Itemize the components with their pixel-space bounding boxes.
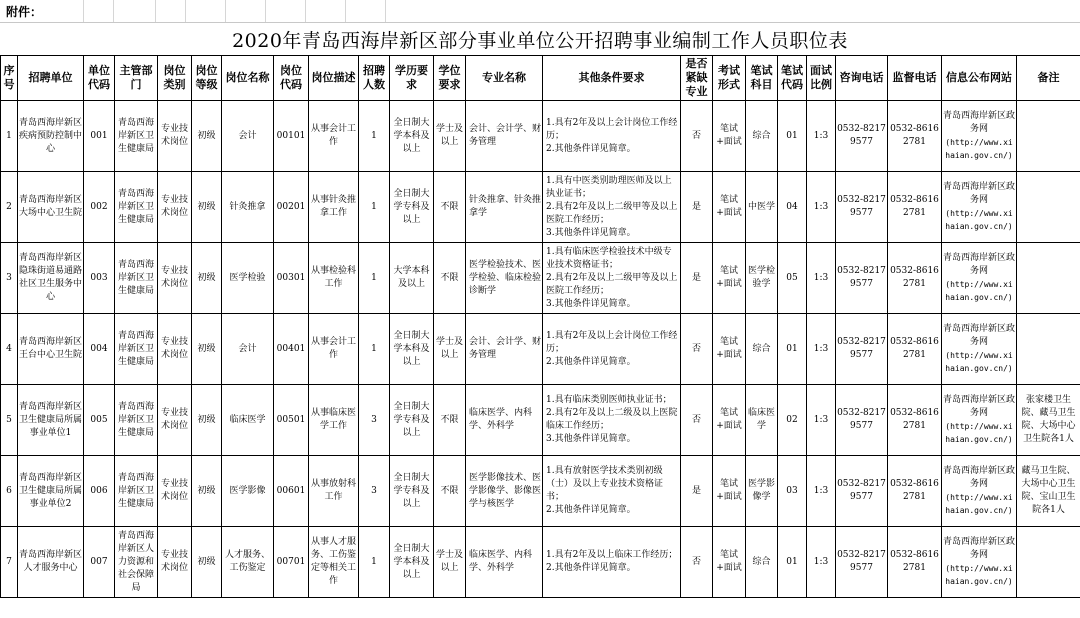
exam-form: 笔试+面试	[713, 527, 746, 598]
column-header: 专业名称	[466, 56, 543, 101]
major-names: 临床医学、内科学、外科学	[466, 385, 543, 456]
degree-req: 不限	[434, 243, 466, 314]
page-title: 2020年青岛西海岸新区部分事业单位公开招聘事业编制工作人员职位表	[232, 30, 848, 52]
column-header: 信息公布网站	[942, 56, 1017, 101]
website-name: 青岛西海岸新区政务网	[943, 182, 1016, 205]
urgent-flag: 是	[681, 243, 713, 314]
remarks	[1017, 243, 1080, 314]
post-name: 临床医学	[222, 385, 274, 456]
employer-unit: 青岛西海岸新区隐珠街道易通路社区卫生服务中心	[18, 243, 84, 314]
column-header: 学位要求	[434, 56, 466, 101]
supervising-dept: 青岛西海岸新区人力资源和社会保障局	[115, 527, 158, 598]
attachment-row	[0, 0, 1080, 23]
column-header: 招聘单位	[18, 56, 84, 101]
degree-req: 不限	[434, 172, 466, 243]
post-category: 专业技术岗位	[158, 314, 192, 385]
table-row	[1, 385, 1080, 456]
inquiry-phone: 0532-82179577	[836, 172, 888, 243]
other-requirements: 1.具有放射医学技术类别初级（士）及以上专业技术资格证书； 2.其他条件详见简章。	[543, 456, 681, 527]
info-website	[942, 243, 1017, 314]
post-category: 专业技术岗位	[158, 101, 192, 172]
education-req: 全日制大学专科及以上	[390, 456, 434, 527]
table-row	[1, 527, 1080, 598]
column-header: 面试比例	[807, 56, 836, 101]
interview-ratio: 1:3	[807, 101, 836, 172]
degree-req: 不限	[434, 456, 466, 527]
urgent-flag: 否	[681, 101, 713, 172]
inquiry-phone: 0532-82179577	[836, 385, 888, 456]
exam-subject: 医学检验学	[746, 243, 778, 314]
hire-count: 1	[359, 527, 390, 598]
post-description: 从事会计工作	[309, 101, 359, 172]
exam-form: 笔试+面试	[713, 456, 746, 527]
supervising-dept: 青岛西海岸新区卫生健康局	[115, 172, 158, 243]
remarks	[1017, 172, 1080, 243]
other-requirements: 1.具有2年及以上会计岗位工作经历； 2.其他条件详见简章。	[543, 101, 681, 172]
employer-unit: 青岛西海岸新区卫生健康局所属事业单位2	[18, 456, 84, 527]
degree-req: 学士及以上	[434, 314, 466, 385]
supervising-dept: 青岛西海岸新区卫生健康局	[115, 456, 158, 527]
degree-req: 学士及以上	[434, 527, 466, 598]
column-header: 招聘人数	[359, 56, 390, 101]
column-header: 备注	[1017, 56, 1080, 101]
post-code: 00501	[274, 385, 309, 456]
unit-code: 004	[84, 314, 115, 385]
post-name: 针灸推拿	[222, 172, 274, 243]
position-table	[0, 55, 1080, 598]
hire-count: 1	[359, 243, 390, 314]
column-header: 单位代码	[84, 56, 115, 101]
exam-code: 01	[778, 527, 807, 598]
header-row	[1, 56, 1080, 101]
interview-ratio: 1:3	[807, 456, 836, 527]
row-number: 4	[1, 314, 18, 385]
education-req: 全日制大学本科及以上	[390, 101, 434, 172]
urgent-flag: 否	[681, 385, 713, 456]
remarks: 张家楼卫生院、藏马卫生院、大场中心卫生院各1人	[1017, 385, 1080, 456]
urgent-flag: 否	[681, 314, 713, 385]
website-url[interactable]: (http://www.xihaian.gov.cn/)	[945, 564, 1013, 586]
supervising-dept: 青岛西海岸新区卫生健康局	[115, 243, 158, 314]
exam-code: 04	[778, 172, 807, 243]
column-header: 岗位等级	[192, 56, 222, 101]
exam-subject: 中医学	[746, 172, 778, 243]
info-website	[942, 314, 1017, 385]
column-header: 岗位代码	[274, 56, 309, 101]
exam-code: 03	[778, 456, 807, 527]
other-requirements: 1.具有中医类别助理医师及以上执业证书； 2.具有2年及以上二级甲等及以上医院工作经历； 3.其他条件详见简章。	[543, 172, 681, 243]
exam-form: 笔试+面试	[713, 243, 746, 314]
sheet-gridlines	[0, 0, 1080, 22]
exam-subject: 综合	[746, 527, 778, 598]
website-name: 青岛西海岸新区政务网	[943, 324, 1016, 347]
hire-count: 1	[359, 172, 390, 243]
supervision-phone: 0532-86162781	[888, 243, 942, 314]
post-code: 00301	[274, 243, 309, 314]
hire-count: 1	[359, 101, 390, 172]
hire-count: 1	[359, 314, 390, 385]
post-category: 专业技术岗位	[158, 385, 192, 456]
post-code: 00701	[274, 527, 309, 598]
info-website	[942, 101, 1017, 172]
info-website	[942, 456, 1017, 527]
post-code: 00601	[274, 456, 309, 527]
post-description: 从事检验科工作	[309, 243, 359, 314]
info-website	[942, 172, 1017, 243]
inquiry-phone: 0532-82179577	[836, 101, 888, 172]
exam-code: 05	[778, 243, 807, 314]
supervising-dept: 青岛西海岸新区卫生健康局	[115, 314, 158, 385]
exam-subject: 医学影像学	[746, 456, 778, 527]
website-name: 青岛西海岸新区政务网	[943, 253, 1016, 276]
post-category: 专业技术岗位	[158, 527, 192, 598]
other-requirements: 1.具有2年及以上会计岗位工作经历； 2.其他条件详见简章。	[543, 314, 681, 385]
urgent-flag: 否	[681, 527, 713, 598]
post-description: 从事会计工作	[309, 314, 359, 385]
interview-ratio: 1:3	[807, 527, 836, 598]
unit-code: 002	[84, 172, 115, 243]
unit-code: 003	[84, 243, 115, 314]
supervision-phone: 0532-86162781	[888, 456, 942, 527]
column-header: 其他条件要求	[543, 56, 681, 101]
unit-code: 005	[84, 385, 115, 456]
attachment-label: 附件：	[6, 5, 43, 19]
employer-unit: 青岛西海岸新区大场中心卫生院	[18, 172, 84, 243]
major-names: 医学影像技术、医学影像学、影像医学与核医学	[466, 456, 543, 527]
post-description: 从事针灸推拿工作	[309, 172, 359, 243]
interview-ratio: 1:3	[807, 314, 836, 385]
post-level: 初级	[192, 456, 222, 527]
post-category: 专业技术岗位	[158, 243, 192, 314]
major-names: 临床医学、内科学、外科学	[466, 527, 543, 598]
column-header: 笔试科目	[746, 56, 778, 101]
unit-code: 001	[84, 101, 115, 172]
inquiry-phone: 0532-82179577	[836, 527, 888, 598]
table-row	[1, 243, 1080, 314]
exam-subject: 综合	[746, 314, 778, 385]
other-requirements: 1.具有临床类别医师执业证书； 2.具有2年及以上二级及以上医院临床工作经历； 3.其他条件详见简章。	[543, 385, 681, 456]
website-url[interactable]: (http://www.xihaian.gov.cn/)	[945, 493, 1013, 515]
column-header: 岗位类别	[158, 56, 192, 101]
inquiry-phone: 0532-82179577	[836, 456, 888, 527]
row-number: 7	[1, 527, 18, 598]
exam-code: 02	[778, 385, 807, 456]
remarks	[1017, 314, 1080, 385]
post-code: 00101	[274, 101, 309, 172]
exam-form: 笔试+面试	[713, 172, 746, 243]
remarks	[1017, 527, 1080, 598]
post-code: 00201	[274, 172, 309, 243]
supervision-phone: 0532-86162781	[888, 101, 942, 172]
website-url[interactable]: (http://www.xihaian.gov.cn/)	[945, 351, 1013, 373]
supervision-phone: 0532-86162781	[888, 385, 942, 456]
post-name: 医学检验	[222, 243, 274, 314]
website-name: 青岛西海岸新区政务网	[943, 111, 1016, 134]
inquiry-phone: 0532-82179577	[836, 243, 888, 314]
remarks	[1017, 101, 1080, 172]
row-number: 2	[1, 172, 18, 243]
row-number: 1	[1, 101, 18, 172]
hire-count: 3	[359, 456, 390, 527]
website-url[interactable]: (http://www.xihaian.gov.cn/)	[945, 422, 1013, 444]
post-name: 会计	[222, 314, 274, 385]
post-level: 初级	[192, 243, 222, 314]
column-header: 是否紧缺专业	[681, 56, 713, 101]
row-number: 3	[1, 243, 18, 314]
interview-ratio: 1:3	[807, 243, 836, 314]
employer-unit: 青岛西海岸新区疾病预防控制中心	[18, 101, 84, 172]
interview-ratio: 1:3	[807, 385, 836, 456]
info-website	[942, 385, 1017, 456]
supervision-phone: 0532-86162781	[888, 527, 942, 598]
education-req: 全日制大学本科及以上	[390, 314, 434, 385]
website-url[interactable]: (http://www.xihaian.gov.cn/)	[945, 209, 1013, 231]
post-description: 从事临床医学工作	[309, 385, 359, 456]
employer-unit: 青岛西海岸新区王台中心卫生院	[18, 314, 84, 385]
table-row	[1, 456, 1080, 527]
employer-unit: 青岛西海岸新区卫生健康局所属事业单位1	[18, 385, 84, 456]
major-names: 针灸推拿、针灸推拿学	[466, 172, 543, 243]
exam-code: 01	[778, 101, 807, 172]
column-header: 主管部门	[115, 56, 158, 101]
column-header: 监督电话	[888, 56, 942, 101]
website-name: 青岛西海岸新区政务网	[943, 466, 1016, 489]
major-names: 医学检验技术、医学检验、临床检验诊断学	[466, 243, 543, 314]
post-description: 从事放射科工作	[309, 456, 359, 527]
supervision-phone: 0532-86162781	[888, 172, 942, 243]
table-row	[1, 101, 1080, 172]
employer-unit: 青岛西海岸新区人才服务中心	[18, 527, 84, 598]
exam-subject: 临床医学	[746, 385, 778, 456]
column-header: 序号	[1, 56, 18, 101]
website-name: 青岛西海岸新区政务网	[943, 395, 1016, 418]
supervising-dept: 青岛西海岸新区卫生健康局	[115, 101, 158, 172]
table-row	[1, 314, 1080, 385]
column-header: 咨询电话	[836, 56, 888, 101]
post-description: 从事人才服务、工伤鉴定等相关工作	[309, 527, 359, 598]
post-level: 初级	[192, 314, 222, 385]
other-requirements: 1.具有临床医学检验技术中级专业技术资格证书； 2.具有2年及以上二级甲等及以上医院工作经历； 3.其他条件详见简章。	[543, 243, 681, 314]
major-names: 会计、会计学、财务管理	[466, 314, 543, 385]
hire-count: 3	[359, 385, 390, 456]
column-header: 笔试代码	[778, 56, 807, 101]
column-header: 考试形式	[713, 56, 746, 101]
website-url[interactable]: (http://www.xihaian.gov.cn/)	[945, 280, 1013, 302]
post-level: 初级	[192, 385, 222, 456]
education-req: 大学本科及以上	[390, 243, 434, 314]
post-level: 初级	[192, 101, 222, 172]
post-name: 人才服务、工伤鉴定	[222, 527, 274, 598]
post-name: 会计	[222, 101, 274, 172]
exam-code: 01	[778, 314, 807, 385]
interview-ratio: 1:3	[807, 172, 836, 243]
urgent-flag: 是	[681, 456, 713, 527]
row-number: 5	[1, 385, 18, 456]
website-url[interactable]: (http://www.xihaian.gov.cn/)	[945, 138, 1013, 160]
info-website	[942, 527, 1017, 598]
post-category: 专业技术岗位	[158, 172, 192, 243]
inquiry-phone: 0532-82179577	[836, 314, 888, 385]
row-number: 6	[1, 456, 18, 527]
unit-code: 006	[84, 456, 115, 527]
unit-code: 007	[84, 527, 115, 598]
major-names: 会计、会计学、财务管理	[466, 101, 543, 172]
exam-form: 笔试+面试	[713, 385, 746, 456]
supervision-phone: 0532-86162781	[888, 314, 942, 385]
degree-req: 学士及以上	[434, 101, 466, 172]
post-category: 专业技术岗位	[158, 456, 192, 527]
supervising-dept: 青岛西海岸新区卫生健康局	[115, 385, 158, 456]
column-header: 岗位名称	[222, 56, 274, 101]
column-header: 学历要求	[390, 56, 434, 101]
urgent-flag: 是	[681, 172, 713, 243]
post-level: 初级	[192, 172, 222, 243]
post-name: 医学影像	[222, 456, 274, 527]
table-row	[1, 172, 1080, 243]
post-code: 00401	[274, 314, 309, 385]
education-req: 全日制大学本科及以上	[390, 527, 434, 598]
other-requirements: 1.具有2年及以上临床工作经历； 2.其他条件详见简章。	[543, 527, 681, 598]
education-req: 全日制大学专科及以上	[390, 172, 434, 243]
remarks: 藏马卫生院、大场中心卫生院、宝山卫生院各1人	[1017, 456, 1080, 527]
post-level: 初级	[192, 527, 222, 598]
website-name: 青岛西海岸新区政务网	[943, 537, 1016, 560]
column-header: 岗位描述	[309, 56, 359, 101]
exam-subject: 综合	[746, 101, 778, 172]
exam-form: 笔试+面试	[713, 314, 746, 385]
exam-form: 笔试+面试	[713, 101, 746, 172]
education-req: 全日制大学专科及以上	[390, 385, 434, 456]
degree-req: 不限	[434, 385, 466, 456]
